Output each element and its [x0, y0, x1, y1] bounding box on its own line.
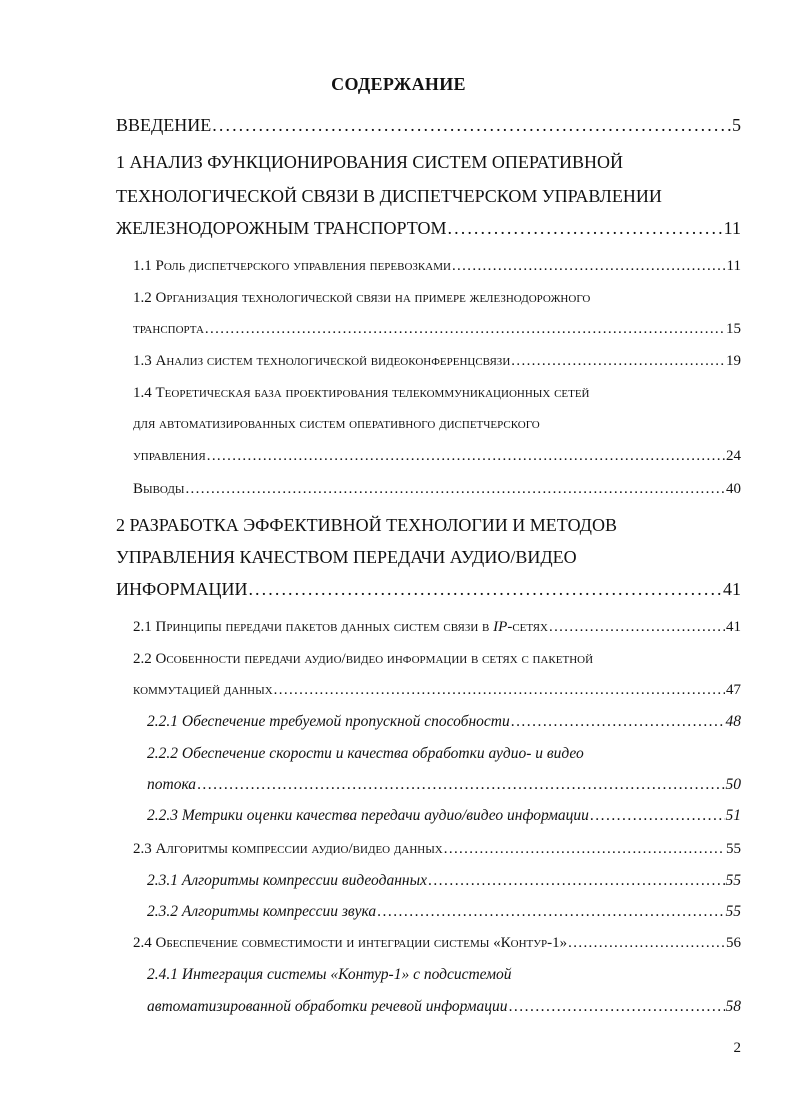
- toc-entry-label-part: 2.1 Принципы передачи пакетов данных систем связи в: [133, 619, 494, 635]
- toc-section-conclusions-1[interactable]: [133, 481, 741, 498]
- toc-entry-label: 2.2.3 Метрики оценки качества передачи аудио/видео информации: [147, 807, 589, 824]
- toc-subsection-2-3-2[interactable]: [147, 903, 741, 920]
- toc-chapter-1-line-1[interactable]: 1 АНАЛИЗ ФУНКЦИОНИРОВАНИЯ СИСТЕМ ОПЕРАТИВНОЙ: [116, 152, 624, 172]
- toc-entry-label: 2.3.1 Алгоритмы компрессии видеоданных: [147, 872, 427, 889]
- toc-subsection-2-2-1[interactable]: [147, 713, 741, 730]
- toc-section-1-4-line-2[interactable]: для автоматизированных систем оперативного диспетчерского: [133, 416, 540, 432]
- toc-section-2-4[interactable]: [133, 935, 741, 952]
- toc-page-number: 11: [723, 218, 741, 238]
- toc-page-number: 50: [725, 776, 741, 793]
- leader-dots: [428, 872, 725, 889]
- leader-dots: [568, 935, 725, 952]
- toc-entry-label: автоматизированной обработки речевой информации: [147, 998, 508, 1015]
- toc-subsection-2-3-1[interactable]: [147, 872, 741, 889]
- toc-page-number: 47: [726, 682, 741, 698]
- leader-dots: [212, 116, 731, 136]
- toc-chapter-2-line-1[interactable]: 2 РАЗРАБОТКА ЭФФЕКТИВНОЙ ТЕХНОЛОГИИ И МЕТОДОВ: [116, 515, 617, 535]
- toc-entry-label: ВВЕДЕНИЕ: [116, 115, 212, 135]
- toc-subsection-2-4-1[interactable]: [147, 998, 741, 1015]
- toc-section-2-2[interactable]: [133, 682, 741, 699]
- toc-section-1-4-line-1[interactable]: 1.4 Теоретическая база проектирования телекоммуникационных сетей: [133, 385, 590, 401]
- toc-section-1-2-line-1[interactable]: 1.2 Организация технологической связи на примере железнодорожного: [133, 290, 591, 306]
- toc-section-2-2-line-1[interactable]: 2.2 Особенности передачи аудио/видео информации в сетях с пакетной: [133, 651, 594, 667]
- toc-page-number: 55: [725, 903, 741, 920]
- leader-dots: [448, 219, 723, 239]
- toc-entry-label: [133, 619, 548, 636]
- leader-dots: [549, 619, 725, 636]
- toc-page-number: 58: [725, 998, 741, 1015]
- toc-entry-label: 2.2.1 Обеспечение требуемой пропускной способности: [147, 713, 510, 730]
- toc-chapter-1-line-2[interactable]: ТЕХНОЛОГИЧЕСКОЙ СВЯЗИ В ДИСПЕТЧЕРСКОМ УПРАВЛЕНИИ: [116, 186, 662, 206]
- leader-dots: [205, 321, 725, 338]
- leader-dots: [377, 903, 724, 920]
- toc-chapter-1[interactable]: [116, 219, 741, 239]
- toc-entry-label: 2.3 Алгоритмы компрессии аудио/видео данных: [133, 841, 443, 857]
- toc-page-number: 40: [726, 481, 741, 497]
- toc-entry-label-part: -сетях: [507, 619, 548, 635]
- page-number: 2: [733, 1040, 741, 1056]
- toc-entry-label: управления: [133, 448, 206, 464]
- toc-page-number: 5: [732, 115, 741, 135]
- toc-section-1-4[interactable]: [133, 448, 741, 465]
- toc-section-2-1[interactable]: [133, 619, 741, 636]
- page-title: СОДЕРЖАНИЕ: [331, 74, 466, 94]
- leader-dots: [509, 998, 725, 1015]
- ip-abbreviation: IP: [493, 619, 508, 635]
- leader-dots: [248, 580, 722, 600]
- toc-section-1-3[interactable]: [133, 353, 741, 370]
- toc-page-number: 51: [725, 807, 741, 824]
- leader-dots: [185, 481, 725, 498]
- toc-entry-label: 1.3 Анализ систем технологической видеоконференцсвязи: [133, 353, 511, 369]
- toc-page-number: 41: [723, 579, 741, 599]
- toc-entry-label: коммутацией данных: [133, 682, 273, 698]
- leader-dots: [511, 353, 725, 370]
- toc-entry-label: 2.3.2 Алгоритмы компрессии звука: [147, 903, 377, 920]
- toc-chapter-2-line-2[interactable]: УПРАВЛЕНИЯ КАЧЕСТВОМ ПЕРЕДАЧИ АУДИО/ВИДЕО: [116, 547, 577, 567]
- toc-page-number: 15: [726, 321, 741, 337]
- toc-section-2-3[interactable]: [133, 841, 741, 858]
- toc-section-1-1[interactable]: [133, 258, 741, 275]
- toc-page-number: 19: [726, 353, 741, 369]
- toc-page-number: 55: [725, 872, 741, 889]
- leader-dots: [590, 807, 725, 824]
- leader-dots: [197, 776, 724, 793]
- leader-dots: [444, 841, 725, 858]
- leader-dots: [511, 713, 725, 730]
- toc-entry-label: транспорта: [133, 321, 204, 337]
- toc-entry-label: потока: [147, 776, 197, 793]
- toc-page-number: 56: [726, 935, 741, 951]
- toc-section-1-2[interactable]: [133, 321, 741, 338]
- leader-dots: [274, 682, 725, 699]
- toc-entry-label: ЖЕЛЕЗНОДОРОЖНЫМ ТРАНСПОРТОМ: [116, 218, 447, 238]
- toc-page-number: 24: [726, 448, 741, 464]
- leader-dots: [207, 448, 725, 465]
- toc-entry-label: 1.1 Роль диспетчерского управления перевозками: [133, 258, 451, 274]
- toc-entry-label: Выводы: [133, 481, 185, 497]
- toc-subsection-2-2-2-line-1[interactable]: 2.2.2 Обеспечение скорости и качества обработки аудио- и видео: [147, 745, 584, 762]
- leader-dots: [452, 258, 726, 275]
- toc-subsection-2-2-3[interactable]: [147, 807, 741, 824]
- toc-chapter-2[interactable]: [116, 580, 741, 600]
- toc-page-number: 11: [726, 258, 741, 274]
- toc-page-number: 55: [726, 841, 741, 857]
- toc-entry-label: ИНФОРМАЦИИ: [116, 579, 248, 599]
- toc-entry-label: 2.4 Обеспечение совместимости и интеграции системы «Контур-1»: [133, 935, 568, 951]
- toc-entry-introduction[interactable]: [116, 116, 741, 136]
- toc-subsection-2-2-2[interactable]: [147, 776, 741, 793]
- toc-page-number: 48: [725, 713, 741, 730]
- toc-page-number: 41: [726, 619, 741, 635]
- toc-subsection-2-4-1-line-1[interactable]: 2.4.1 Интеграция системы «Контур-1» с подсистемой: [147, 966, 512, 983]
